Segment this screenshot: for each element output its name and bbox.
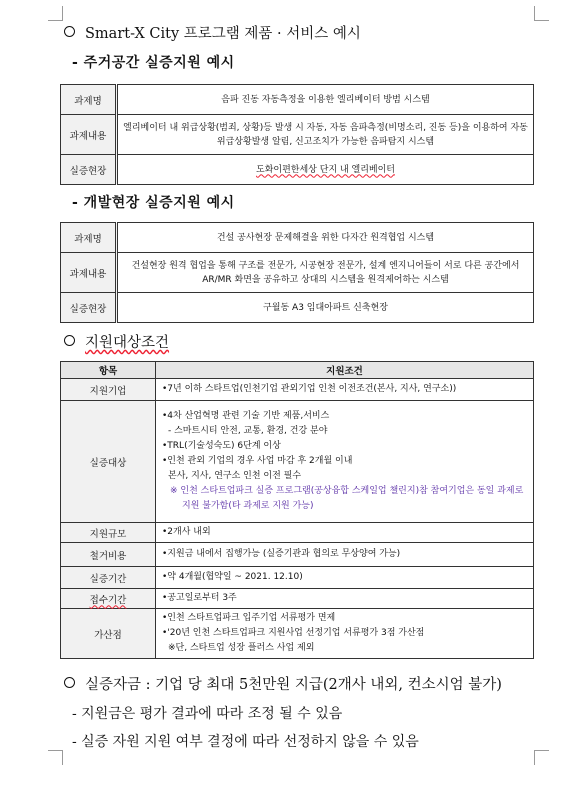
table-row (61, 589, 534, 609)
table-row (61, 609, 534, 659)
row-value: •약 4개월(협약일 ~ 2021. 12.10) (156, 567, 534, 589)
row-label: 실증현장 (61, 155, 117, 185)
page-corner-mark (48, 6, 63, 21)
table-row (61, 401, 534, 523)
table-row (61, 155, 534, 185)
row-label: 가산점 (61, 609, 156, 659)
row-value: 건설현장 원격 협업을 통해 구조를 전문가, 시공현장 전문가, 설계 엔지니어들이 서로 다른 공간에서 AR/MR 화면을 공유하고 상대의 시스템을 원격제어하는 시스템 (117, 253, 534, 293)
row-value: 엘리베이터 내 위급상황(범죄, 상황)등 발생 시 자동, 자동 음파측정(비명소리, 진동 등)을 이용하여 자동 위급상황발생 알림, 신고조치가 가능한 음파탐지 시스템 (117, 115, 534, 155)
row-label: 지원규모 (61, 523, 156, 543)
circle-bullet-icon (64, 677, 75, 688)
table-row (61, 567, 534, 589)
support-conditions-table (60, 361, 534, 659)
circle-bullet-icon (64, 335, 75, 346)
column-header: 항목 (61, 362, 156, 379)
table-row (61, 85, 534, 115)
row-label: 과제내용 (61, 253, 117, 293)
row-value: •4차 산업혁명 관련 기술 기반 제품,서비스 - 스마트시티 안전, 교통, 환경, 건강 분야 •TRL(기술성숙도) 6단계 이상 •인천 관외 기업의 경우 사업 마감 후 2개월 이내 본사, 지사, 연구소 인천 이전 필수 ※ 인천 스타트업파크 실증 프로그램(공상융합 스케일업 챌린지)참 참여기업은 동일 과제로 지원 불가함(타 과제로 지원 가능) (156, 401, 534, 523)
note-line: - 실증 자원 지원 여부 결정에 따라 선정하지 않을 수 있음 (72, 734, 419, 750)
row-value: 건설 공사현장 문제해결을 위한 다자간 원격협업 시스템 (117, 223, 534, 253)
subsection-heading: - 개발현장 실증지원 예시 (72, 195, 235, 211)
column-header: 지원조건 (156, 362, 534, 379)
page-corner-mark (534, 6, 549, 21)
row-label: 접수기간 (61, 589, 156, 609)
table-row (61, 115, 534, 155)
row-value: •지원금 내에서 집행가능 (실증기관과 협의로 무상양여 가능) (156, 543, 534, 567)
row-value: •인천 스타트업파크 입주기업 서류평가 면제 •'20년 인천 스타트업파크 지원사업 선정기업 서류평가 3점 가산점 ※단, 스타트업 성장 플러스 사업 제외 (156, 609, 534, 659)
section-heading: 지원대상조건 (64, 331, 169, 352)
table-row (61, 523, 534, 543)
page-corner-mark (48, 750, 63, 765)
row-label: 실증현장 (61, 293, 117, 323)
row-value: •7년 이하 스타트업(인천기업 관외기업 인천 이전조건(본사, 지사, 연구소)) (156, 379, 534, 401)
row-label: 과제내용 (61, 115, 117, 155)
row-label: 과제명 (61, 223, 117, 253)
table-row (61, 253, 534, 293)
row-label: 실증대상 (61, 401, 156, 523)
row-label: 철거비용 (61, 543, 156, 567)
row-value: 음파 진동 자동측정을 이용한 엘리베이터 방범 시스템 (117, 85, 534, 115)
row-value: 도화이편한세상 단지 내 엘리베이터 (117, 155, 534, 185)
section-heading: Smart-X City 프로그램 제품 · 서비스 예시 (64, 22, 361, 43)
row-value: 구월동 A3 임대아파트 신축현장 (117, 293, 534, 323)
note-line: - 지원금은 평가 결과에 따라 조정 될 수 있음 (72, 706, 343, 722)
row-label: 과제명 (61, 85, 117, 115)
table-row (61, 223, 534, 253)
subsection-heading: - 주거공간 실증지원 예시 (72, 55, 235, 71)
table-row (61, 293, 534, 323)
row-label: 실증기간 (61, 567, 156, 589)
section-heading: 실증자금 : 기업 당 최대 5천만원 지급(2개사 내외, 컨소시엄 불가) (64, 673, 502, 694)
example-table-residential (60, 84, 534, 185)
circle-bullet-icon (64, 26, 75, 37)
table-header-row (61, 362, 534, 379)
table-row (61, 379, 534, 401)
row-value: •2개사 내외 (156, 523, 534, 543)
row-label: 지원기업 (61, 379, 156, 401)
page-corner-mark (534, 750, 549, 765)
example-table-development (60, 222, 534, 323)
row-value: •공고일로부터 3주 (156, 589, 534, 609)
table-row (61, 543, 534, 567)
